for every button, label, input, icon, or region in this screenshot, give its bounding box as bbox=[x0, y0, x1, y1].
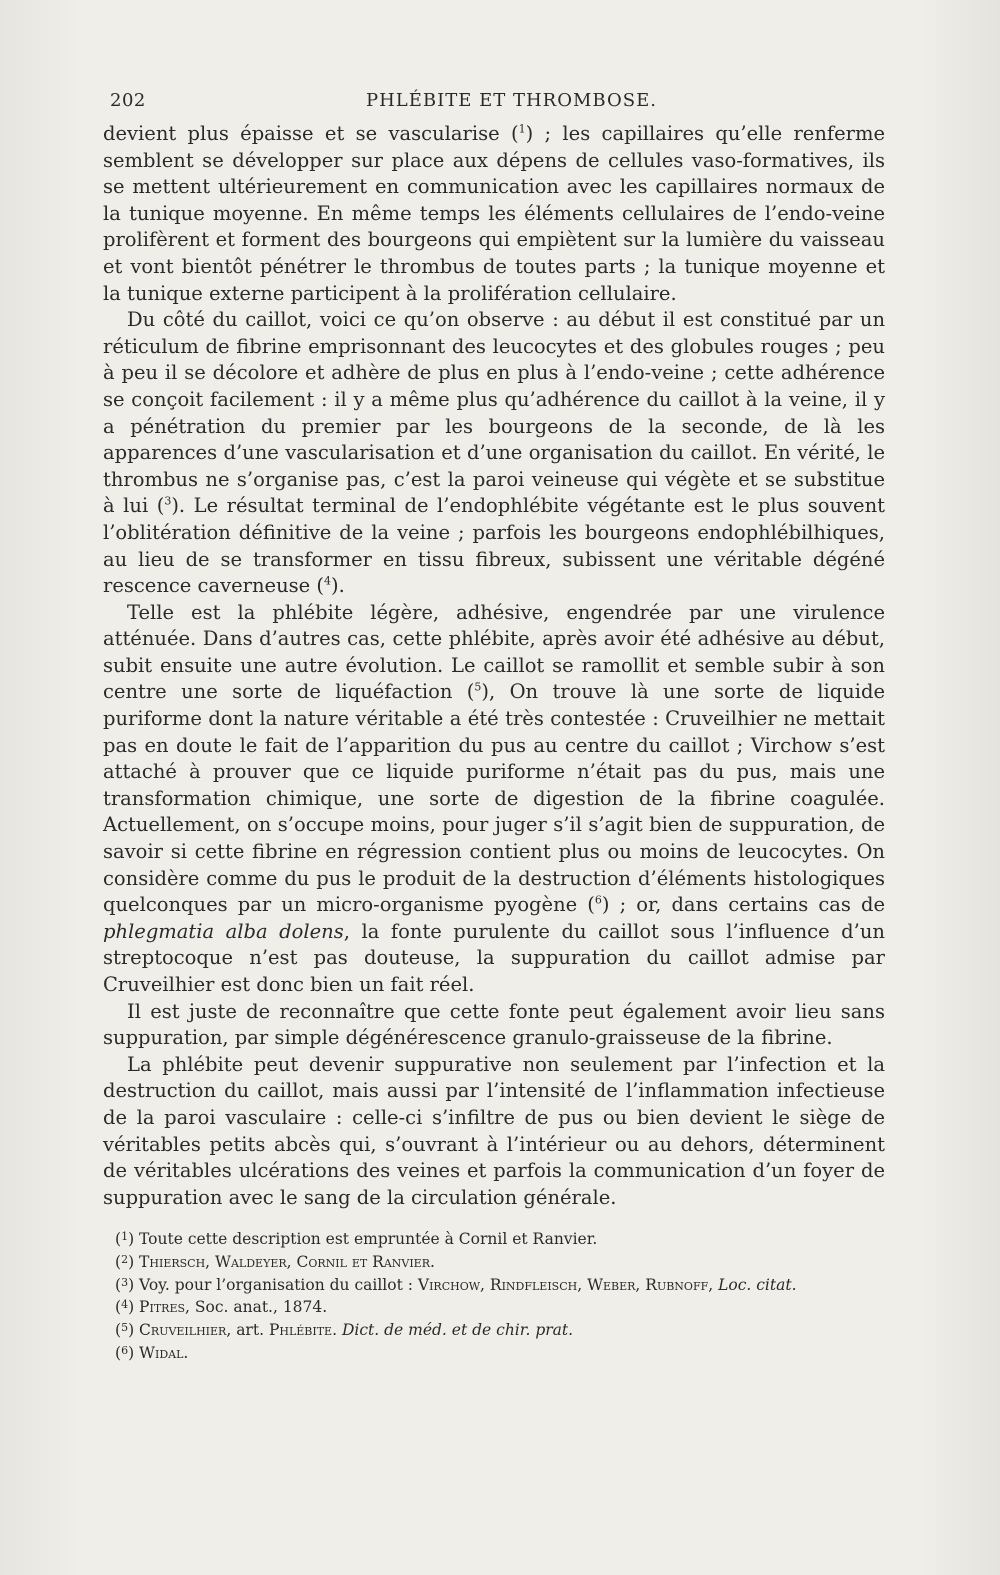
footnote-ref: 1 bbox=[518, 122, 526, 136]
paragraph bbox=[103, 600, 885, 999]
paragraph-text: ) ; les capillaires qu’elle renferme semblent se développer sur place aux dépens de cellules vaso-formatives, ils se mettent ultérieurement en communication avec les capillaires normaux de la tunique moyenne. En même temps les éléments cellulaires de l’endo-veine prolifèrent et forment des bourgeons qui empiètent sur la lumière du vaisseau et vont bientôt pénétrer le thrombus de toutes parts ; la tunique moyenne et la tunique externe participent à la prolifération cellulaire. bbox=[103, 122, 885, 305]
paragraph-text: Telle est la phlébite légère, adhésive, engendrée par une virulence atténuée. Dans d’autres cas, cette phlébite, après avoir été adhésive au début, subit ensuite une autre évolution. Le caillot se ramollit et semble subir à son centre une sorte de liquéfaction ( bbox=[103, 600, 885, 704]
footnote-mark: 3 bbox=[121, 1275, 129, 1289]
footnote-text: Toute cette description est empruntée à Cornil et Ranvier. bbox=[139, 1230, 598, 1248]
footnote-article: Phlébite. bbox=[268, 1321, 338, 1340]
footnote-authors: Cruveilhier, bbox=[139, 1321, 232, 1340]
footnote-authors: Virchow, Rindfleisch, Weber, Rubnoff, bbox=[417, 1275, 714, 1294]
footnote-ref: 3 bbox=[164, 494, 172, 508]
footnote-ref: 6 bbox=[594, 893, 602, 907]
footnote-italic: Dict. de méd. et de chir. prat. bbox=[341, 1321, 574, 1340]
footnote: ($^6$) Widal. bbox=[115, 1343, 189, 1362]
footnote: ($^5$) Cruveilhier, art. Phlébite. Dict. de méd. et de chir. prat. bbox=[115, 1321, 574, 1340]
running-header bbox=[110, 86, 890, 114]
paragraph-text: ). Le résultat terminal de l’endophlébite végétante est le plus souvent l’oblitération définitive de la veine ; parfois les bourgeons endophlébilhiques, au lieu de se transformer en tissu fibreux, subissent une véritable dégéné rescence caverneuse ( bbox=[103, 494, 885, 598]
paragraph-text: ), On trouve là une sorte de liquide puriforme dont la nature véritable a été très contestée : Cruveilhier ne mettait pas en doute le fait de l’apparition du pus au centre du caillot ; Virchow s’est attaché à prouver que ce liquide puriforme n’était pas du pus, mais une transformation chimique, une sorte de digestion de la fibrine coagulée. Actuellement, on s’occupe moins, pour juger s’il s’agit bien de suppuration, de savoir si cette fibrine en régression contient plus ou moins de leucocytes. On considère comme du pus le produit de la destruction d’éléments histologiques quelconques par un micro-organisme pyogène ( bbox=[103, 680, 885, 917]
paragraph-text: Du côté du caillot, voici ce qu’on observe : au début il est constitué par un réticulum de fibrine emprisonnant des leucocytes et des globules rouges ; peu à peu il se décolore et adhère de plus en plus à l’endo-veine ; cette adhérence se conçoit facilement : il y a même plus qu’adhérence du caillot à la veine, il y a pénétration du premier par les bourgeons de la seconde, de là les apparences d’une vascularisation et d’une organisation du caillot. En vérité, le thrombus ne s’organise pas, c’est la paroi veineuse qui végète et se substitue à lui ( bbox=[103, 308, 885, 518]
footnote-italic: Loc. citat. bbox=[718, 1275, 797, 1294]
footnote: ($^3$) Voy. pour l’organisation du caillot : Virchow, Rindfleisch, Weber, Rubnoff, Loc. citat. bbox=[115, 1275, 797, 1294]
italic-term: phlegmatia alba dolens bbox=[103, 919, 344, 943]
footnote-ref: 4 bbox=[323, 574, 331, 588]
footnote-text: Soc. anat., 1874. bbox=[189, 1298, 328, 1317]
footnote-mark: 6 bbox=[121, 1343, 129, 1357]
body-text bbox=[103, 121, 885, 1211]
footnote-authors: Widal. bbox=[139, 1343, 189, 1362]
paragraph-text: ). bbox=[330, 574, 345, 598]
footnote-ref: 5 bbox=[474, 680, 482, 694]
footnote-mark: 4 bbox=[121, 1298, 129, 1312]
paragraph-text: La phlébite peut devenir suppurative non seulement par l’infection et la destruction du caillot, mais aussi par l’intensité de l’inflammation infectieuse de la paroi vasculaire : celle-ci s’infiltre de pus ou bien devient le siège de véritables petits abcès qui, s’ouvrant à l’intérieur ou au dehors, déterminent de véritables ulcérations des veines et parfois la communication d’un foyer de suppuration avec le sang de la circulation générale. bbox=[103, 1052, 885, 1209]
footnote-text: art. bbox=[231, 1321, 269, 1340]
paragraph bbox=[103, 999, 885, 1052]
footnote-mark: 2 bbox=[121, 1252, 129, 1266]
paragraph bbox=[103, 307, 885, 600]
running-title: PHLÉBITE ET THROMBOSE. bbox=[366, 90, 657, 111]
paragraph-text: ) ; or, dans certains cas de bbox=[601, 893, 886, 917]
footnote: ($^1$) Toute cette description est empruntée à Cornil et Ranvier. bbox=[115, 1230, 598, 1248]
paragraph-text: devient plus épaisse et se vascularise ( bbox=[103, 122, 519, 145]
footnotes bbox=[103, 1227, 893, 1364]
footnote-text: Voy. pour l’organisation du caillot : bbox=[139, 1275, 418, 1294]
paragraph bbox=[103, 121, 885, 307]
footnote-mark: 1 bbox=[121, 1230, 129, 1243]
paragraph bbox=[103, 1052, 885, 1212]
footnote: ($^2$) Thiersch, Waldeyer, Cornil et Ranvier. bbox=[115, 1252, 435, 1271]
footnote-mark: 5 bbox=[121, 1321, 129, 1335]
page-number: 202 bbox=[110, 90, 146, 111]
paragraph-text: , la fonte purulente du caillot sous l’influence d’un streptocoque n’est pas douteuse, la suppuration du caillot admise par Cruveilhier est donc bien un fait réel. bbox=[103, 919, 885, 996]
footnote: ($^4$) Pitres, Soc. anat., 1874. bbox=[115, 1298, 328, 1317]
footnote-text: Thiersch, Waldeyer, Cornil et Ranvier. bbox=[139, 1252, 435, 1271]
footnote-authors: Pitres, bbox=[139, 1298, 190, 1317]
paragraph-text: Il est juste de reconnaître que cette fonte peut également avoir lieu sans suppuration, par simple dégénérescence granulo-graisseuse de la fibrine. bbox=[103, 999, 885, 1050]
